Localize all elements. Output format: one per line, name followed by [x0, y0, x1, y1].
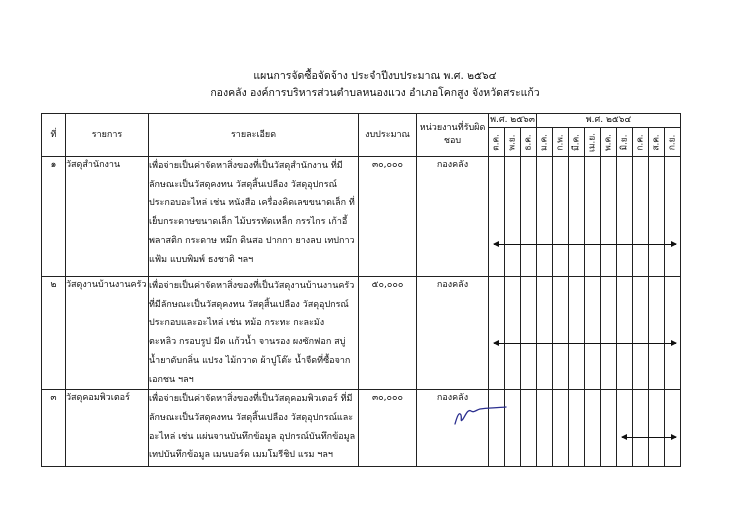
- month-cell: [665, 390, 681, 467]
- month-header: ก.พ.: [553, 128, 569, 157]
- month-cell: [553, 390, 569, 467]
- month-cell: [585, 390, 601, 467]
- month-header: ก.ค.: [633, 128, 649, 157]
- month-cell: [633, 390, 649, 467]
- table-row: [42, 277, 681, 390]
- month-header: ม.ค.: [537, 128, 553, 157]
- month-header: พ.ค.: [601, 128, 617, 157]
- month-cell: [665, 157, 681, 277]
- document-subtitle: กองคลัง องค์การบริหารส่วนตำบลหนองแวง อำเภอโคกสูง จังหวัดสระแก้ว: [210, 87, 540, 99]
- month-cell: [649, 390, 665, 467]
- detail-line: พลาสติก กระดาษ หมึก ดินสอ ปากกา ยางลบ เทปกาว: [149, 235, 355, 246]
- detail-line: แฟ้ม แบบพิมพ์ ธงชาติ ฯลฯ: [149, 254, 254, 265]
- month-cell: [553, 277, 569, 390]
- detail-line: ประกอบและอะไหล่ เช่น หม้อ กระทะ กะละมัง: [149, 318, 325, 329]
- month-cell: [601, 390, 617, 467]
- month-cell: [537, 390, 553, 467]
- table-row: [42, 390, 681, 467]
- month-header: ต.ค.: [489, 128, 505, 157]
- month-cell: [601, 277, 617, 390]
- month-cell: [569, 277, 585, 390]
- month-cell: [601, 157, 617, 277]
- detail-line: เย็บกระดาษขนาดเล็ก ไม้บรรทัดเหล็ก กรรไกร เก้าอี้: [149, 217, 348, 228]
- row-budget: ๓๐,๐๐๐: [359, 157, 417, 277]
- detail-line: ลักษณะเป็นวัสดุคงทน วัสดุสิ้นเปลือง วัสดุอุปกรณ์: [149, 179, 337, 190]
- month-cell: [505, 157, 521, 277]
- row-budget: ๓๐,๐๐๐: [359, 390, 417, 467]
- schedule-arrow: [494, 343, 676, 344]
- month-cell: [521, 390, 537, 467]
- document-title: แผนการจัดซื้อจัดจ้าง ประจำปีงบประมาณ พ.ศ. ๒๕๖๔: [253, 70, 497, 82]
- detail-line: เพื่อจ่ายเป็นค่าจัดหาสิ่งของที่เป็นวัสดุงานบ้านงานครัว: [149, 281, 355, 291]
- detail-line: อะไหล่ เช่น แผ่นจานบันทึกข้อมูล อุปกรณ์บันทึกข้อมูล: [149, 431, 356, 442]
- header-year-curr: พ.ศ. ๒๕๖๔: [537, 114, 681, 128]
- month-cell: [665, 277, 681, 390]
- detail-line: เทปบันทึกข้อมูล เมนบอร์ด เมมโมรีชิป แรม ฯลฯ: [149, 450, 333, 461]
- detail-line: ที่มีลักษณะเป็นวัสดุคงทน วัสดุสิ้นเปลือง วัสดุอุปกรณ์: [149, 299, 349, 310]
- row-unit: กองคลัง: [417, 277, 489, 390]
- header-item: รายการ: [66, 114, 149, 157]
- signature: [452, 397, 512, 427]
- row-detail: [149, 157, 359, 277]
- header-unit: หน่วยงานที่รับผิดชอบ: [417, 114, 489, 157]
- month-header: ก.ย.: [665, 128, 681, 157]
- detail-line: น้ำยาดับกลิ่น แปรง ไม้กวาด ผ้าปูโต๊ะ น้ำจืดที่ซื้อจาก: [149, 355, 351, 366]
- month-header: มี.ค.: [569, 128, 585, 157]
- row-number: ๓: [42, 390, 66, 467]
- row-detail: [149, 277, 359, 390]
- detail-line: ลักษณะเป็นวัสดุคงทน วัสดุสิ้นเปลือง วัสดุอุปกรณ์และ: [149, 412, 354, 423]
- row-unit: กองคลัง: [417, 157, 489, 277]
- detail-line: ประกอบอะไหล่ เช่น หนังสือ เครื่องคิดเลขขนาดเล็ก ที่: [149, 198, 355, 209]
- schedule-arrow: [494, 244, 676, 245]
- month-cell: [633, 157, 649, 277]
- month-header: มิ.ย.: [617, 128, 633, 157]
- month-cell: [649, 157, 665, 277]
- header-budget: งบประมาณ: [359, 114, 417, 157]
- month-cell: [617, 157, 633, 277]
- header-no: ที่: [42, 114, 66, 157]
- month-header: เม.ย.: [585, 128, 601, 157]
- month-cell: [505, 277, 521, 390]
- row-item: วัสดุงานบ้านงานครัว: [66, 277, 149, 390]
- row-number: ๒: [42, 277, 66, 390]
- month-cell: [521, 157, 537, 277]
- detail-line: เพื่อจ่ายเป็นค่าจัดหาสิ่งของที่เป็นวัสดุสำนักงาน ที่มี: [149, 161, 343, 171]
- table-row: [42, 157, 681, 277]
- month-header: ส.ค.: [649, 128, 665, 157]
- month-cell: [537, 157, 553, 277]
- month-cell: [649, 277, 665, 390]
- month-cell: [617, 390, 633, 467]
- month-cell: [617, 277, 633, 390]
- month-cell: [585, 157, 601, 277]
- month-header: พ.ย.: [505, 128, 521, 157]
- detail-line: เอกชน ฯลฯ: [149, 374, 194, 385]
- month-cell: [633, 277, 649, 390]
- month-cell: [489, 277, 505, 390]
- detail-line: ตะหลิว กรอบรูป มีด แก้วน้ำ จานรอง ผงซักฟอก สบู่: [149, 337, 346, 348]
- schedule-arrow: [622, 437, 676, 438]
- month-cell: [569, 157, 585, 277]
- row-unit: กองคลัง: [417, 390, 489, 467]
- month-cell: [489, 157, 505, 277]
- month-cell: [569, 390, 585, 467]
- row-item: วัสดุสำนักงาน: [66, 157, 149, 277]
- month-cell: [521, 277, 537, 390]
- row-number: ๑: [42, 157, 66, 277]
- row-detail: [149, 390, 359, 467]
- month-header: ธ.ค.: [521, 128, 537, 157]
- detail-line: เพื่อจ่ายเป็นค่าจัดหาสิ่งของที่เป็นวัสดุคอมพิวเตอร์ ที่มี: [149, 394, 353, 405]
- month-cell: [553, 157, 569, 277]
- header-detail: รายละเอียด: [149, 114, 359, 157]
- row-item: วัสดุคอมพิวเตอร์: [66, 390, 149, 467]
- procurement-plan-table: [41, 113, 681, 467]
- month-cell: [537, 277, 553, 390]
- header-year-prev: พ.ศ. ๒๕๖๓: [489, 114, 537, 128]
- month-cell: [585, 277, 601, 390]
- row-budget: ๕๐,๐๐๐: [359, 277, 417, 390]
